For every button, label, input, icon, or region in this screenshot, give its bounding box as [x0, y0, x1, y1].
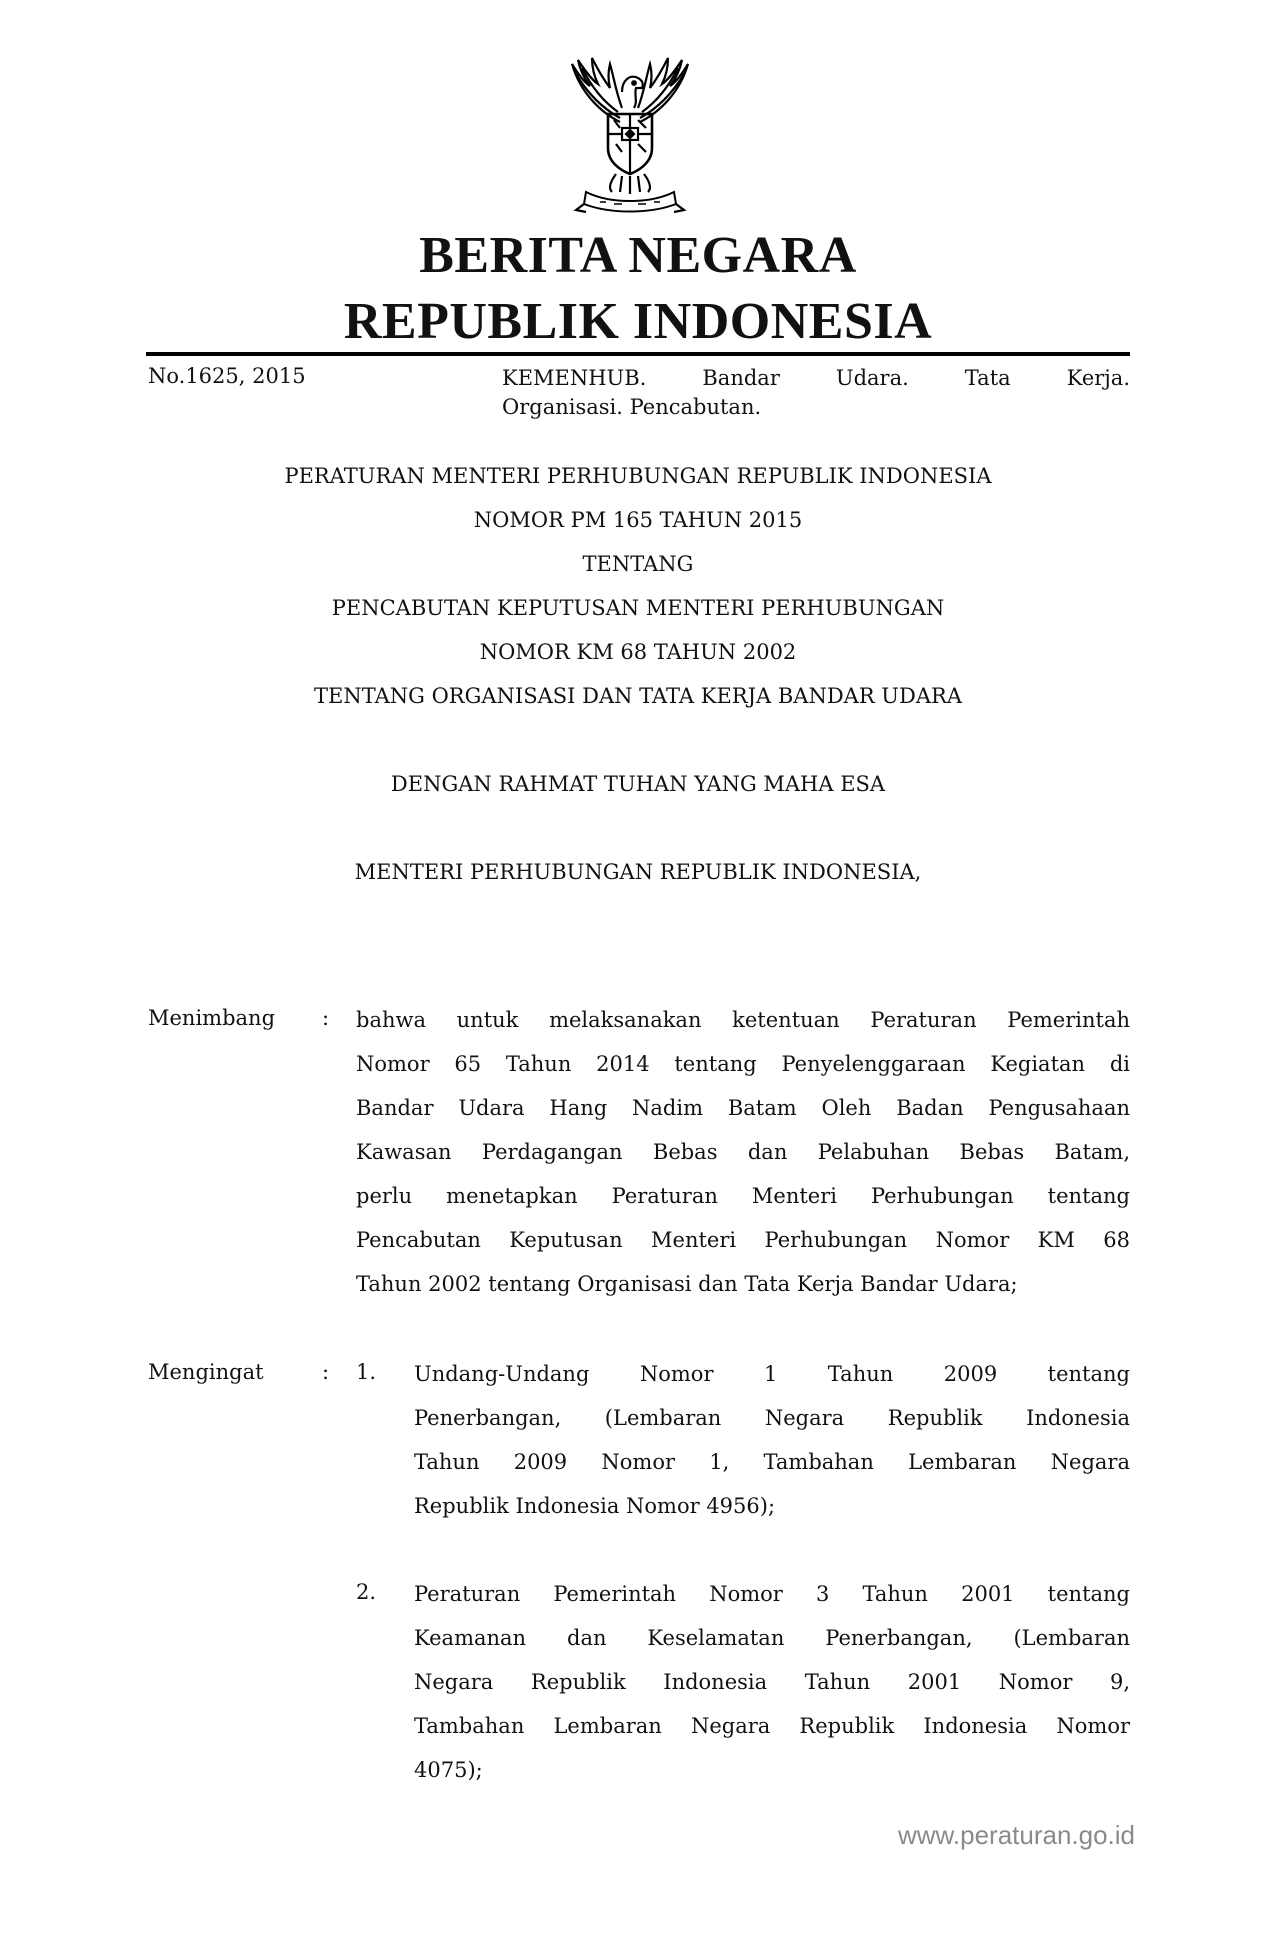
- text-line: Republik Indonesia Nomor 4956);: [414, 1494, 776, 1518]
- masthead-title-line2: REPUBLIK INDONESIA: [343, 293, 933, 350]
- regulation-number: NOMOR PM 165 TAHUN 2015: [473, 508, 803, 532]
- mengingat-item-number: 1.: [356, 1360, 377, 1384]
- masthead-title-line1: BERITA NEGARA: [419, 227, 857, 284]
- text-line: bahwa untuk melaksanakan ketentuan Peraturan Pemerintah: [356, 1008, 1130, 1032]
- invocation: DENGAN RAHMAT TUHAN YANG MAHA ESA: [390, 772, 886, 796]
- regulation-subject-line1: PENCABUTAN KEPUTUSAN MENTERI PERHUBUNGAN: [331, 596, 945, 620]
- menimbang-label: Menimbang: [148, 1006, 276, 1030]
- footer-url[interactable]: www.peraturan.go.id: [898, 1820, 1136, 1850]
- text-line: Bandar Udara Hang Nadim Batam Oleh Badan Pengusahaan: [356, 1096, 1130, 1120]
- mengingat-item-number: 2.: [356, 1580, 377, 1604]
- regulation-title: PERATURAN MENTERI PERHUBUNGAN REPUBLIK INDONESIA: [284, 464, 992, 488]
- text-line: Tahun 2002 tentang Organisasi dan Tata Kerja Bandar Udara;: [356, 1272, 1018, 1296]
- text-line: Kawasan Perdagangan Bebas dan Pelabuhan Bebas Batam,: [356, 1140, 1130, 1164]
- menimbang-colon: :: [322, 1006, 330, 1030]
- gazette-number: No.1625, 2015: [148, 364, 306, 388]
- menimbang-text: [356, 998, 1130, 1306]
- mengingat-colon: :: [322, 1360, 330, 1384]
- regulation-subject-line3: TENTANG ORGANISASI DAN TATA KERJA BANDAR UDARA: [314, 684, 962, 708]
- regulation-about: TENTANG: [582, 552, 694, 576]
- mengingat-label: Mengingat: [148, 1360, 264, 1384]
- gazette-subject-line1: KEMENHUB. Bandar Udara. Tata Kerja.: [502, 366, 1130, 390]
- text-line: 4075);: [414, 1758, 483, 1782]
- garuda-pancasila-emblem-icon: [550, 52, 710, 222]
- mengingat-item-2-text: [414, 1572, 1130, 1792]
- text-line: Nomor 65 Tahun 2014 tentang Penyelenggaraan Kegiatan di: [356, 1052, 1130, 1076]
- text-line: Undang-Undang Nomor 1 Tahun 2009 tentang: [414, 1362, 1130, 1386]
- text-line: Penerbangan, (Lembaran Negara Republik Indonesia: [414, 1406, 1130, 1430]
- text-line: Keamanan dan Keselamatan Penerbangan, (Lembaran: [414, 1626, 1130, 1650]
- text-line: perlu menetapkan Peraturan Menteri Perhubungan tentang: [356, 1184, 1130, 1208]
- mengingat-item-1-text: [414, 1352, 1130, 1528]
- regulation-subject-line2: NOMOR KM 68 TAHUN 2002: [479, 640, 797, 664]
- text-line: Negara Republik Indonesia Tahun 2001 Nomor 9,: [414, 1670, 1130, 1694]
- text-line: Tambahan Lembaran Negara Republik Indonesia Nomor: [414, 1714, 1130, 1738]
- gazette-subject-line2: Organisasi. Pencabutan.: [502, 395, 762, 419]
- text-line: Peraturan Pemerintah Nomor 3 Tahun 2001 tentang: [414, 1582, 1130, 1606]
- text-line: Tahun 2009 Nomor 1, Tambahan Lembaran Negara: [414, 1450, 1130, 1474]
- issuer: MENTERI PERHUBUNGAN REPUBLIK INDONESIA,: [354, 860, 922, 884]
- text-line: Pencabutan Keputusan Menteri Perhubungan Nomor KM 68: [356, 1228, 1130, 1252]
- masthead-divider: [146, 352, 1130, 356]
